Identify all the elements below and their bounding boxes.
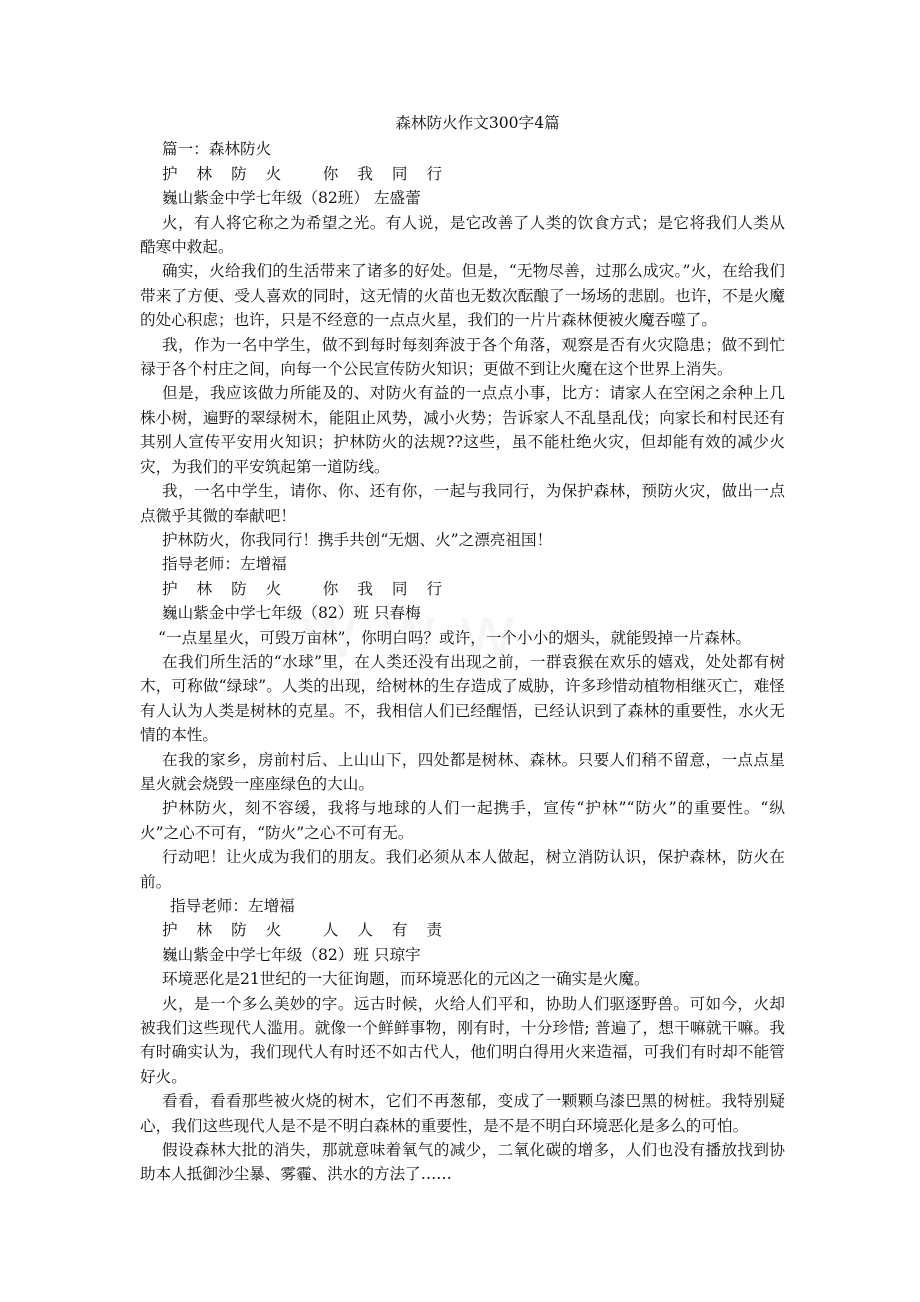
text-line: 巍山紫金中学七年级（82）班 只春梅 (162, 604, 421, 623)
section-heading: 护 林 防 火 你 我 同 行 (162, 164, 450, 183)
paragraph: 护林防火，刻不容缓，我将与地球的人们一起携手，宣传“护林”“防火”的重要性。“纵火”之心不可有，“防火”之心不可有无。 (140, 799, 785, 842)
document-page (140, 111, 785, 1187)
text-line: 指导老师：左增福 (170, 897, 295, 915)
document-title: 森林防火作文300字4篇 (395, 114, 560, 132)
document-body (140, 137, 785, 1186)
paragraph: 在我们所生活的“水球”里，在人类还没有出现之前，一群袁猴在欢乐的嬉戏，处处都有树木，可称做“绿球”。人类的出现，给树林的生存造成了威胁，许多珍惜动植物相继灭亡，难怪有人认为人类是树林的克星。不，我相信人们已经醒悟，已经认识到了森林的重要性，水火无情的本性。 (140, 652, 785, 745)
section-heading: 护 林 防 火 人 人 有 责 (162, 921, 450, 940)
paragraph: 但是，我应该做力所能及的、对防火有益的一点点小事，比方：请家人在空闲之余种上几株小树，遍野的翠绿树木，能阻止风势，减小火势；告诉家人不乱垦乱伐；向家长和村民还有其别人宣传平安用火知识；护林防火的法规??这些，虽不能杜绝火灾，但却能有效的减少火灾，为我们的平安筑起第一道防线。 (140, 384, 785, 476)
paragraph: 看看，看看那些被火烧的树木，它们不再葱郁，变成了一颗颗乌漆巴黑的树桩。我特别疑心，我们这些现代人是不是不明白森林的重要性，是不是不明白环境恶化是多么的可怕。 (140, 1092, 785, 1135)
text-line: 篇一：森林防火 (162, 140, 272, 159)
paragraph: 假设森林大批的消失，那就意味着氧气的减少，二氧化碳的增多，人们也没有播放找到协助本人抵御沙尘暴、雾霾、洪水的方法了…… (140, 1141, 785, 1184)
paragraph: 确实，火给我们的生活带来了诸多的好处。但是，“无物尽善，过那么成灾。”火，在给我们带来了方便、受人喜欢的同时，这无情的火苗也无数次酝酿了一场场的悲剧。也许，不是火魔的处心积虑；也许，只是不经意的一点点火星，我们的一片片森林便被火魔吞噬了。 (140, 262, 785, 330)
text-line: 指导老师：左增福 (162, 555, 287, 574)
paragraph: 火，是一个多么美妙的字。远古时候，火给人们平和，协助人们驱逐野兽。可如今，火却被我们这些现代人滥用。就像一个鲜鲜事物，刚有时，十分珍惜; 普遍了，想干嘛就干嘛。我有时确实认为，我们现代人有时还不如古代人，他们明白得用火来造福，可我们有时却不能管好火。 (140, 994, 785, 1086)
paragraph: 我，作为一名中学生，做不到每时每刻奔波于各个角落，观察是否有火灾隐患；做不到忙禄于各个村庄之间，向每一个公民宣传防火知识；更做不到让火魔在这个世界上消失。 (140, 335, 785, 379)
text-line: 巍山紫金中学七年级（82）班 只琼宇 (162, 945, 421, 964)
paragraph: 行动吧！让火成为我们的朋友。我们必须从本人做起，树立消防认识，保护森林，防火在前。 (140, 848, 785, 891)
section-heading: 护 林 防 火 你 我 同 行 (162, 579, 450, 598)
paragraph: 火，有人将它称之为希望之光。有人说，是它改善了人类的饮食方式；是它将我们人类从酷寒中救起。 (140, 213, 785, 257)
text-line: 护林防火，你我同行！携手共创“无烟、火”之漂亮祖国！ (162, 530, 553, 549)
paragraph: “一点星星火，可毁万亩林”，你明白吗？或许，一个小小的烟头，就能毁掉一片森林。 (158, 628, 751, 647)
text-line: 巍山紫金中学七年级（82班） 左盛蕾 (162, 189, 421, 208)
text-line: 环境恶化是21世纪的一大征询题，而环境恶化的元凶之一确实是火魔。 (162, 970, 650, 989)
paragraph: 在我的家乡，房前村后、上山山下，四处都是树林、森林。只要人们稍不留意，一点点星星火就会烧毁一座座绿色的大山。 (140, 750, 785, 793)
paragraph: 我，一名中学生，请你、你、还有你，一起与我同行，为保护森林，预防火灾，做出一点点微乎其微的奉献吧！ (140, 482, 785, 525)
